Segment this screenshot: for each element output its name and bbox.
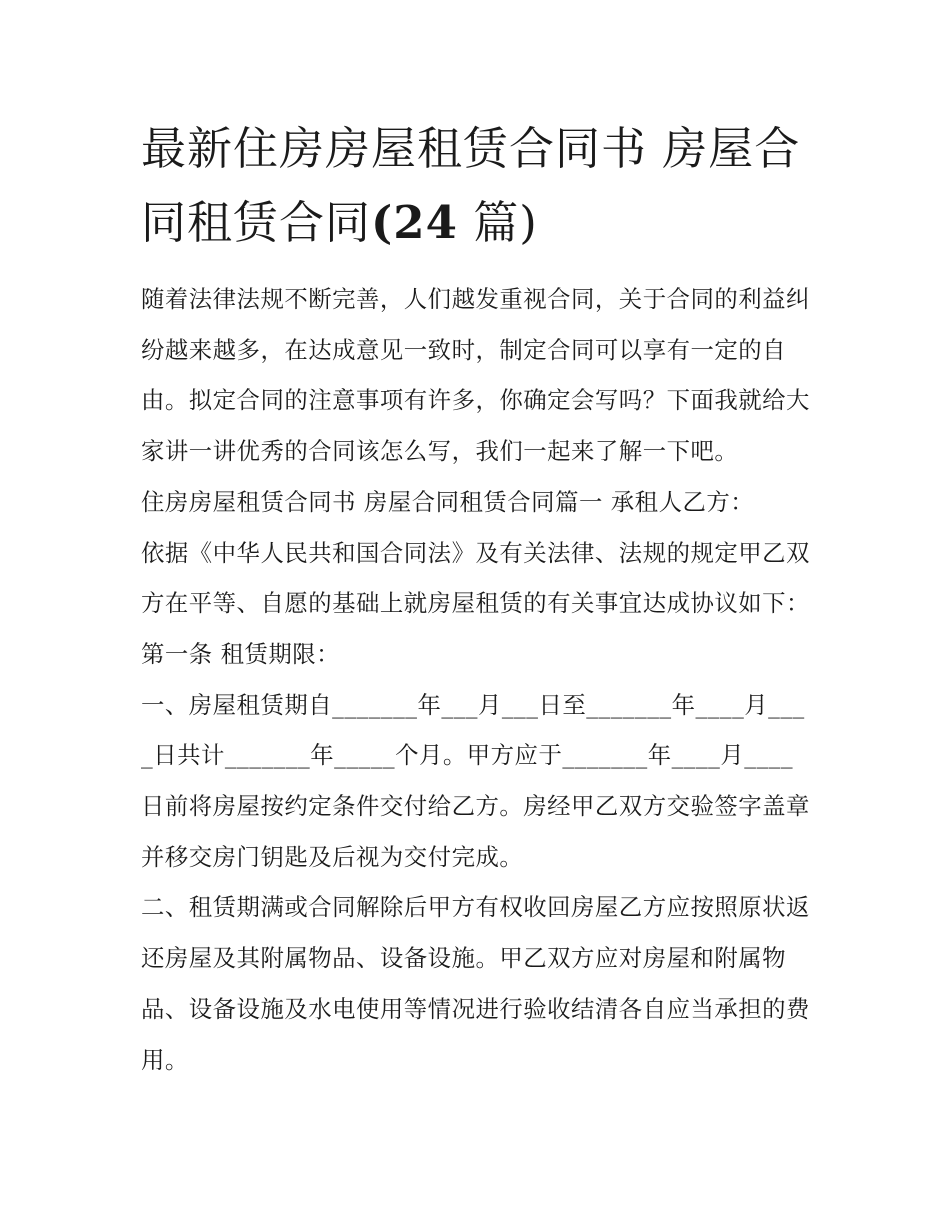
document-body [141, 274, 813, 1085]
section-heading: 住房房屋租赁合同书 房屋合同租赁合同篇一 承租人乙方： [141, 487, 755, 516]
title-suffix: 篇) [457, 196, 538, 249]
basis-paragraph: 依据《中华人民共和国合同法》及有关法律、法规的规定甲乙双方在平等、自愿的基础上就房屋租赁的有关事宜达成协议如下： 第一条 租赁期限： [141, 538, 810, 668]
title-text: 最新住房房屋租赁合同书 房屋合同租赁合同 [141, 122, 801, 249]
document-page [141, 112, 813, 1085]
clause-one-paragraph: 一、房屋租赁期自_______年___月___日至_______年____月____日共计_______年_____个月。甲方应于_______年____月____日前将房屋按约定条件交付给乙方。房经甲乙双方交验签字盖章并移交房门钥匙及后视为交付完成。 [141, 690, 810, 871]
intro-paragraph: 随着法律法规不断完善，人们越发重视合同，关于合同的利益纠纷越来越多，在达成意见一致时，制定合同可以享有一定的自由。拟定合同的注意事项有许多，你确定会写吗？下面我就给大家讲一讲优秀的合同该怎么写，我们一起来了解一下吧。 [141, 285, 810, 466]
title-count: (24 [371, 196, 458, 249]
document-title [141, 112, 813, 260]
clause-two-paragraph: 二、租赁期满或合同解除后甲方有权收回房屋乙方应按照原状返还房屋及其附属物品、设备设施。甲乙双方应对房屋和附属物品、设备设施及水电使用等情况进行验收结清各自应当承担的费用。 [141, 893, 810, 1074]
